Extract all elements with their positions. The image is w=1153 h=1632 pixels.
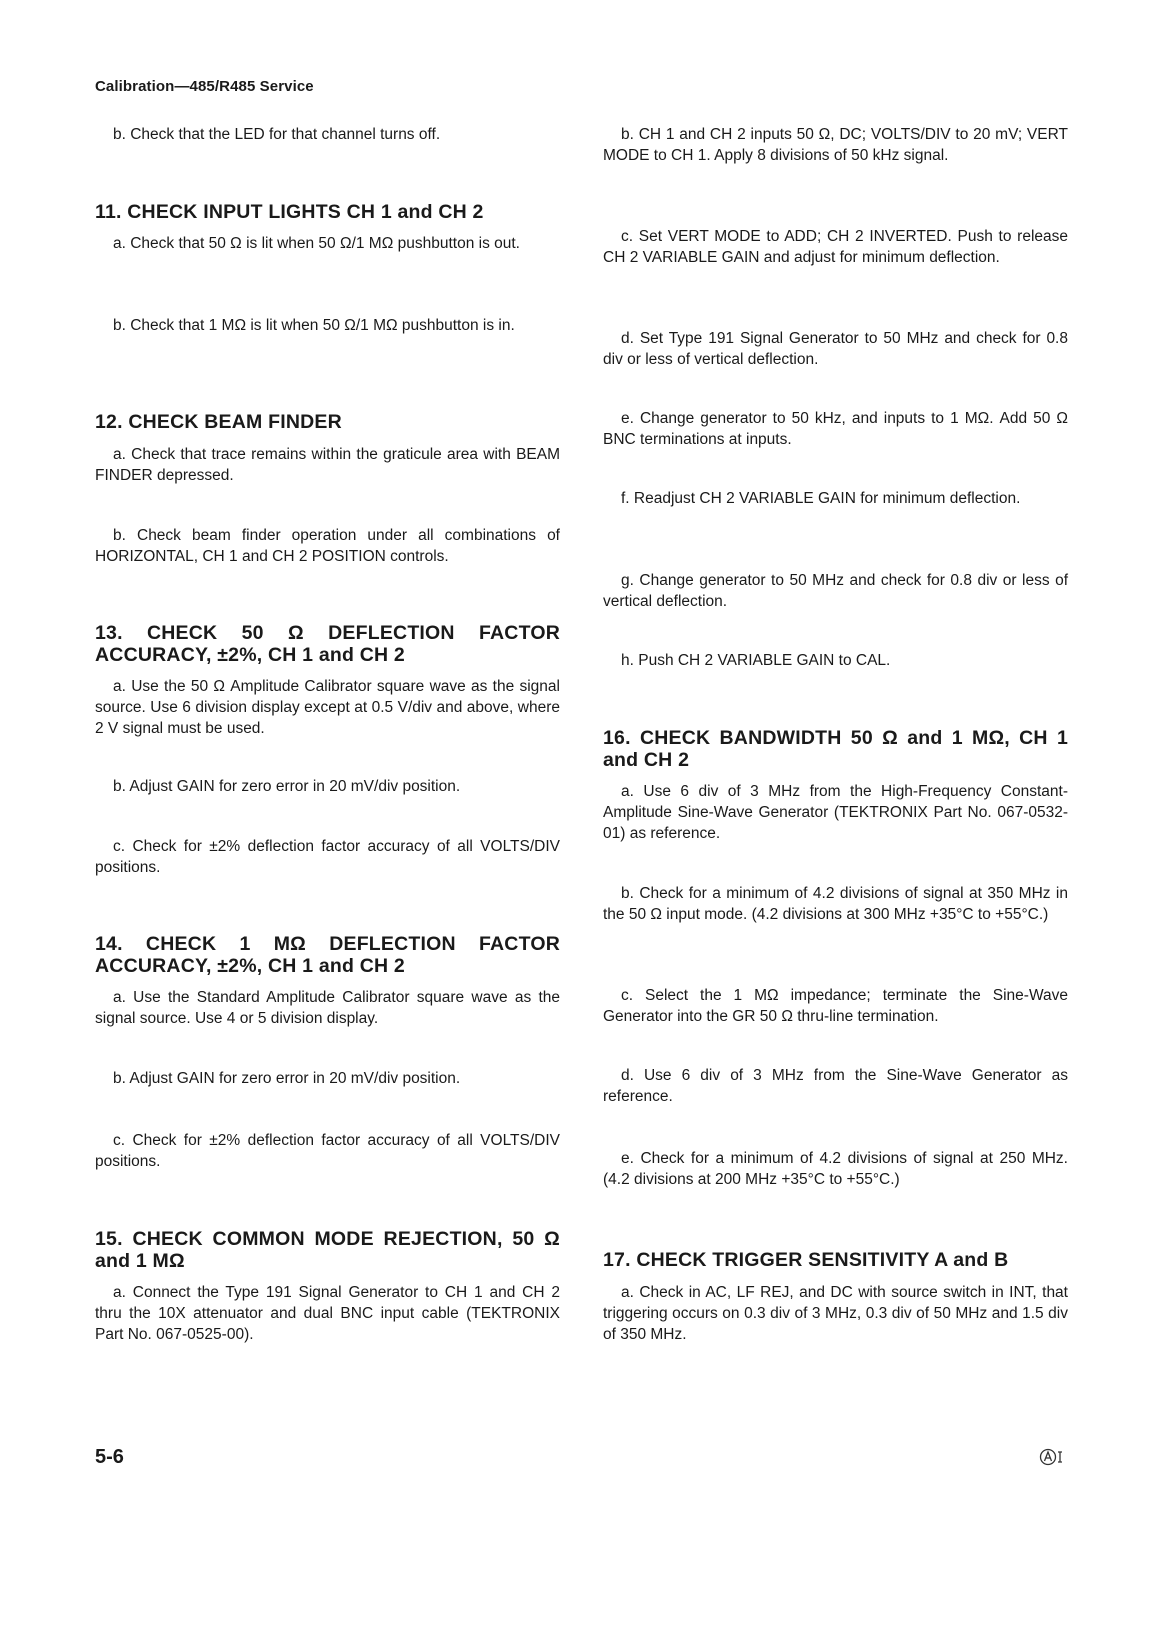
step-15g: g. Change generator to 50 MHz and check for 0.8 div or less of vertical deflection.: [603, 572, 1068, 610]
step-13c: c. Check for ±2% deflection factor accuracy of all VOLTS/DIV positions.: [95, 838, 560, 876]
step-15a: a. Connect the Type 191 Signal Generator to CH 1 and CH 2 thru the 10X attenuator and dual BNC input cable (TEKTRONIX Part No. 067-0525-00).: [95, 1284, 560, 1343]
step-12a: a. Check that trace remains within the graticule area with BEAM FINDER depressed.: [95, 446, 560, 484]
step-13a: a. Use the 50 Ω Amplitude Calibrator square wave as the signal source. Use 6 division display except at 0.5 V/div and above, where 2 V signal must be used.: [95, 678, 560, 737]
step-16e: e. Check for a minimum of 4.2 divisions of signal at 250 MHz. (4.2 divisions at 200 MHz +35°C to +55°C.): [603, 1150, 1068, 1188]
step-16d: d. Use 6 div of 3 MHz from the Sine-Wave Generator as reference.: [603, 1067, 1068, 1105]
step-10b: b. Check that the LED for that channel turns off.: [113, 126, 441, 143]
step-16b: b. Check for a minimum of 4.2 divisions of signal at 350 MHz in the 50 Ω input mode. (4.2 divisions at 300 MHz +35°C to +55°C.): [603, 885, 1068, 923]
section-14-heading-line1: 14. CHECK 1 MΩ DEFLECTION FACTOR: [95, 933, 560, 955]
step-15f: f. Readjust CH 2 VARIABLE GAIN for minimum deflection.: [621, 490, 1021, 507]
step-11a: a. Check that 50 Ω is lit when 50 Ω/1 MΩ pushbutton is out.: [113, 235, 520, 252]
step-15e: e. Change generator to 50 kHz, and inputs to 1 MΩ. Add 50 Ω BNC terminations at inputs.: [603, 410, 1068, 448]
step-12b: b. Check beam finder operation under all combinations of HORIZONTAL, CH 1 and CH 2 POSITION controls.: [95, 527, 560, 565]
section-14-heading: [95, 933, 560, 977]
step-15b: b. CH 1 and CH 2 inputs 50 Ω, DC; VOLTS/DIV to 20 mV; VERT MODE to CH 1. Apply 8 divisions of 50 kHz signal.: [603, 126, 1068, 164]
step-14a: a. Use the Standard Amplitude Calibrator square wave as the signal source. Use 4 or 5 division display.: [95, 989, 560, 1027]
step-13b: b. Adjust GAIN for zero error in 20 mV/div position.: [113, 778, 461, 795]
step-16a: a. Use 6 div of 3 MHz from the High-Frequency Constant-Amplitude Sine-Wave Generator (TEKTRONIX Part No. 067-0532-01) as reference.: [603, 783, 1068, 842]
section-13-heading-line2: ACCURACY, ±2%, CH 1 and CH 2: [95, 644, 405, 666]
section-17-heading: 17. CHECK TRIGGER SENSITIVITY A and B: [603, 1249, 1009, 1271]
section-13-heading: [95, 622, 560, 666]
step-14c: c. Check for ±2% deflection factor accuracy of all VOLTS/DIV positions.: [95, 1132, 560, 1170]
step-16c: c. Select the 1 MΩ impedance; terminate the Sine-Wave Generator into the GR 50 Ω thru-line termination.: [603, 987, 1068, 1025]
section-11-heading: 11. CHECK INPUT LIGHTS CH 1 and CH 2: [95, 201, 484, 223]
step-15d: d. Set Type 191 Signal Generator to 50 MHz and check for 0.8 div or less of vertical deflection.: [603, 330, 1068, 368]
section-14-heading-line2: ACCURACY, ±2%, CH 1 and CH 2: [95, 955, 405, 977]
step-15c: c. Set VERT MODE to ADD; CH 2 INVERTED. Push to release CH 2 VARIABLE GAIN and adjust for minimum deflection.: [603, 228, 1068, 266]
section-12-heading: 12. CHECK BEAM FINDER: [95, 411, 342, 433]
revision-mark-icon: [1039, 1446, 1065, 1468]
step-11b: b. Check that 1 MΩ is lit when 50 Ω/1 MΩ pushbutton is in.: [113, 317, 515, 334]
section-13-heading-line1: 13. CHECK 50 Ω DEFLECTION FACTOR: [95, 622, 560, 644]
step-17a: a. Check in AC, LF REJ, and DC with source switch in INT, that triggering occurs on 0.3 div of 3 MHz, 0.3 div of 50 MHz and 1.5 div of 350 MHz.: [603, 1284, 1068, 1343]
step-15h: h. Push CH 2 VARIABLE GAIN to CAL.: [621, 652, 891, 669]
section-16-heading: 16. CHECK BANDWIDTH 50 Ω and 1 MΩ, CH 1 and CH 2: [603, 727, 1068, 771]
step-14b: b. Adjust GAIN for zero error in 20 mV/div position.: [113, 1070, 461, 1087]
page-number: 5-6: [95, 1446, 124, 1468]
section-15-heading: 15. CHECK COMMON MODE REJECTION, 50 Ω and 1 MΩ: [95, 1228, 560, 1272]
running-head: Calibration—485/R485 Service: [95, 78, 314, 95]
